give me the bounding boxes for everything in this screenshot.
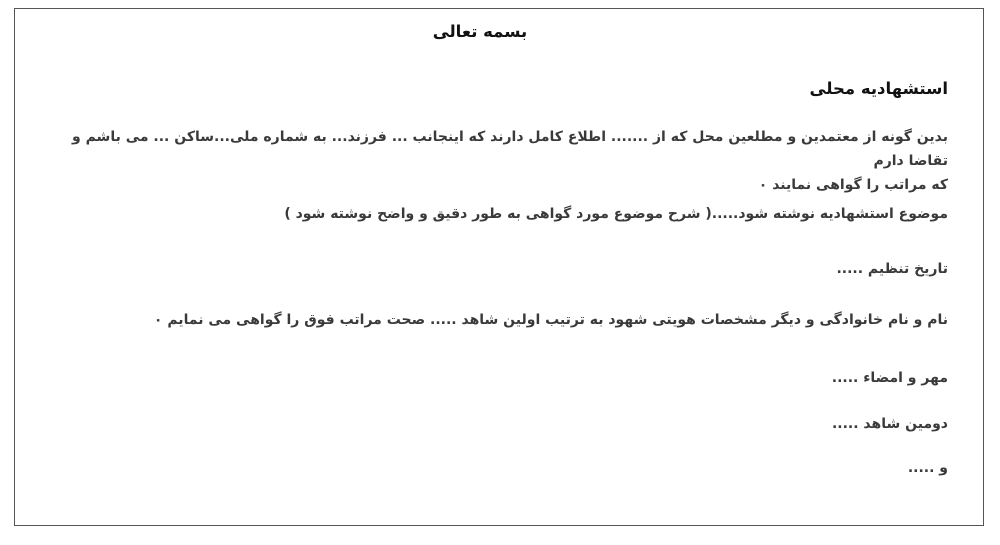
and-more-line: و ..... <box>907 460 948 476</box>
date-line: تاریخ تنظیم ..... <box>836 261 948 277</box>
second-witness-line: دومین شاهد ..... <box>831 416 948 432</box>
first-witness-line: نام و نام خانوادگی و دیگر مشخصات هویتی شهود به ترتیب اولین شاهد ..... صحت مراتب فوق را گواهی می نمایم ۰ <box>153 312 948 328</box>
intro-line-1: بدین گونه از معتمدین و مطلعین محل که از ....... اطلاع کامل دارند که اینجانب ... فرزند... به شماره ملی...ساکن ... می باشم و تقاضا دارم <box>72 129 948 169</box>
document-heading: استشهادیه محلی <box>809 79 948 98</box>
intro-paragraph <box>38 125 948 197</box>
intro-line-2: که مراتب را گواهی نمایند ۰ <box>758 177 948 193</box>
seal-signature-line: مهر و امضاء ..... <box>831 370 948 386</box>
document-title: بسمه تعالی <box>432 22 528 41</box>
topic-line: موضوع استشهادیه نوشته شود.....( شرح موضوع مورد گواهی به طور دقیق و واضح نوشته شود ) <box>284 206 948 222</box>
